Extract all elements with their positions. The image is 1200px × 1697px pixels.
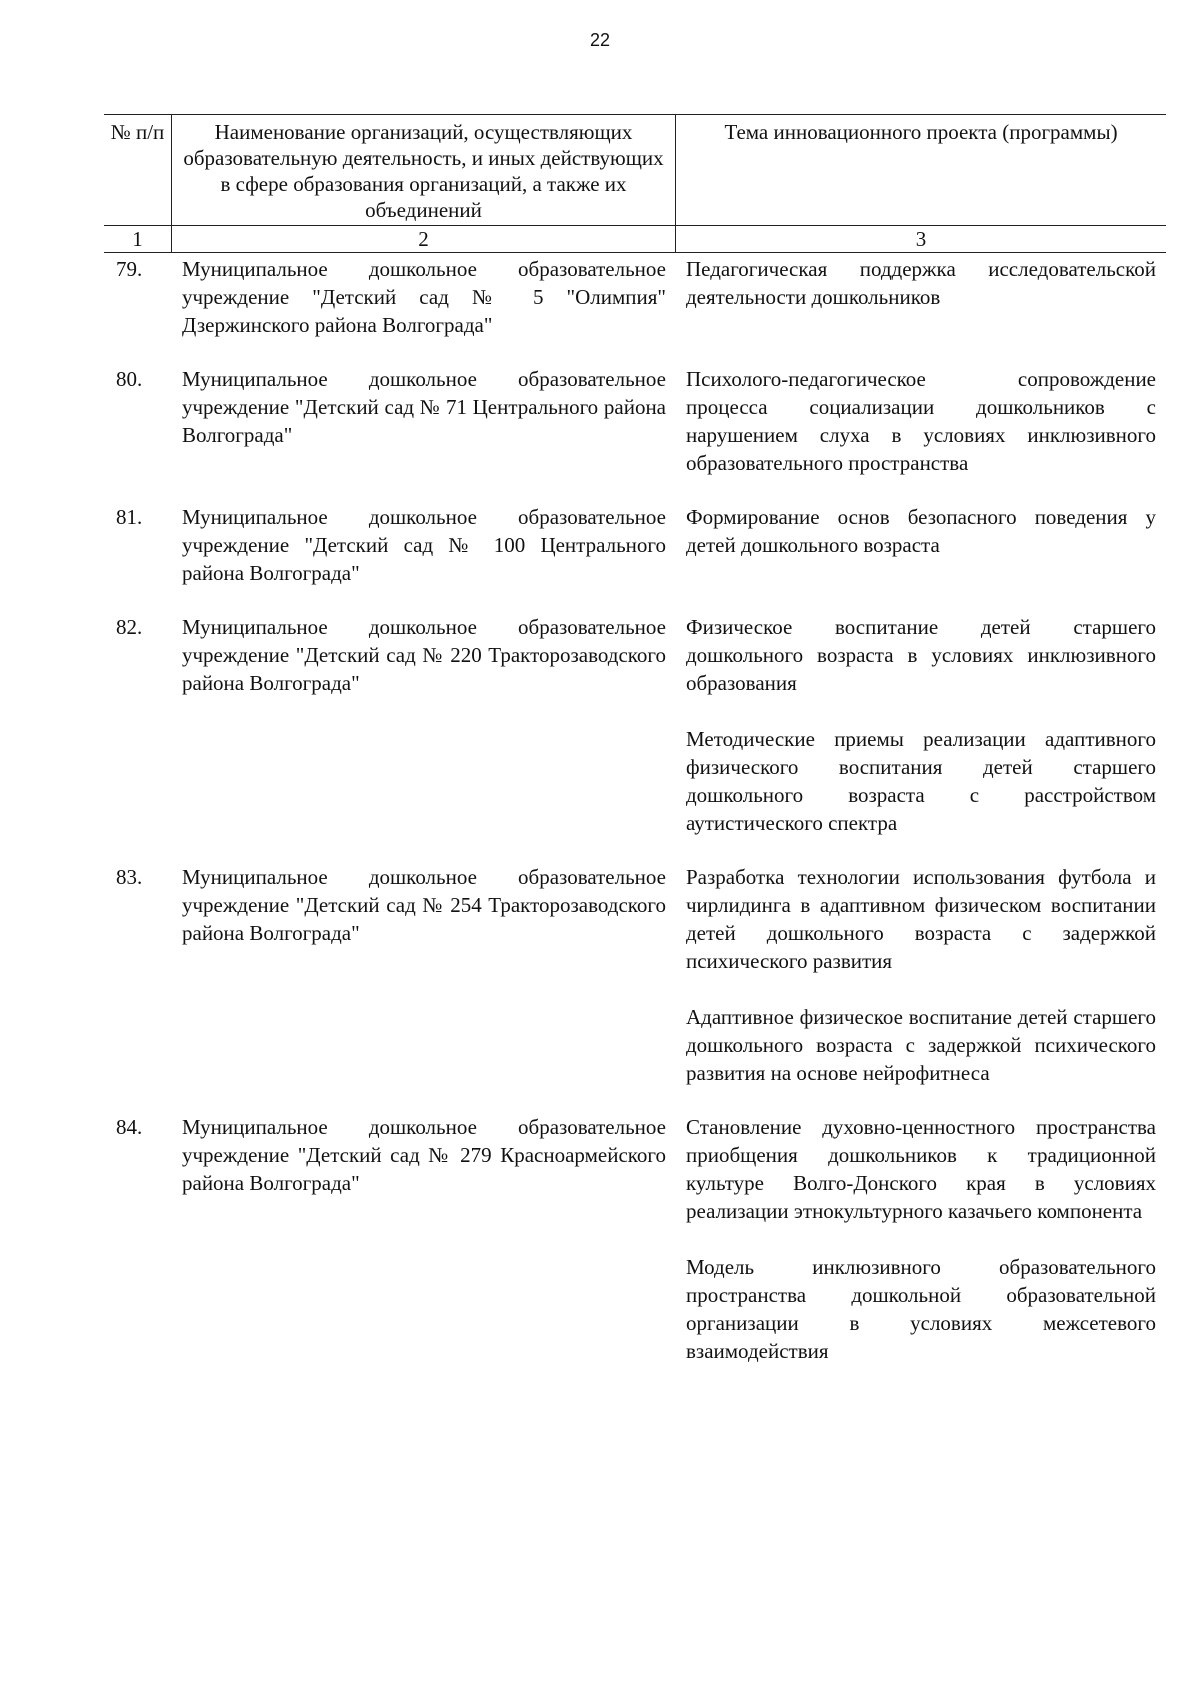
project-topic: Педагогическая поддержка исследовательской деятельности дошкольников [686, 257, 1156, 309]
table-body [104, 253, 1166, 1365]
header-organization-column: Наименование организаций, осуществляющих образовательную деятельность, и иных действующих в сфере образования организаций, а также их объединений [172, 115, 676, 225]
project-topics [676, 613, 1166, 837]
column-number-2: 2 [172, 226, 676, 252]
row-number: 81. [116, 505, 143, 529]
project-topics [676, 365, 1166, 477]
organization-name: Муниципальное дошкольное образовательное учреждение "Детский сад № 220 Тракторозаводского района Волгограда" [182, 615, 666, 695]
column-number-1: 1 [104, 226, 172, 252]
row-number: 83. [116, 865, 143, 889]
organization-name: Муниципальное дошкольное образовательное учреждение "Детский сад № 279 Красноармейского района Волгограда" [182, 1115, 666, 1195]
project-topic: Адаптивное физическое воспитание детей старшего дошкольного возраста с задержкой психического развития на основе нейрофитнеса [686, 1005, 1156, 1085]
project-topic: Методические приемы реализации адаптивного физического воспитания детей старшего дошкольного возраста с расстройством аутистического спектра [686, 727, 1156, 835]
project-topic: Становление духовно-ценностного пространства приобщения дошкольников к традиционной культуре Волго-Донского края в условиях реализации этнокультурного казачьего компонента [686, 1115, 1156, 1223]
project-topics [676, 863, 1166, 1087]
column-number-3: 3 [915, 227, 927, 251]
page-number: 22 [589, 30, 611, 50]
organization-name: Муниципальное дошкольное образовательное учреждение "Детский сад № 254 Тракторозаводского района Волгограда" [182, 865, 666, 945]
table-header [104, 114, 1166, 225]
column-numbers-row [104, 225, 1166, 253]
project-topics [676, 503, 1166, 587]
header-topic-column: Тема инновационного проекта (программы) [724, 120, 1118, 144]
row-number: 82. [116, 615, 143, 639]
row-number: 80. [116, 367, 143, 391]
innovation-projects-table [104, 114, 1166, 1391]
row-number: 79. [116, 257, 143, 281]
project-topics [676, 255, 1166, 339]
table-row [104, 863, 1166, 1087]
table-row [104, 613, 1166, 837]
organization-name: Муниципальное дошкольное образовательное учреждение "Детский сад № 100 Центрального района Волгограда" [182, 505, 666, 585]
organization-name: Муниципальное дошкольное образовательное учреждение "Детский сад № 71 Центрального района Волгограда" [182, 367, 666, 447]
table-row [104, 1113, 1166, 1365]
table-row [104, 503, 1166, 587]
project-topic: Физическое воспитание детей старшего дошкольного возраста в условиях инклюзивного образования [686, 615, 1156, 695]
project-topics [676, 1113, 1166, 1365]
table-row [104, 255, 1166, 339]
table-row [104, 365, 1166, 477]
row-number: 84. [116, 1115, 143, 1139]
project-topic: Модель инклюзивного образовательного пространства дошкольной образовательной организации в условиях межсетевого взаимодействия [686, 1255, 1156, 1363]
organization-name: Муниципальное дошкольное образовательное учреждение "Детский сад № 5 "Олимпия" Дзержинского района Волгограда" [182, 257, 666, 337]
project-topic: Психолого-педагогическое сопровождение процесса социализации дошкольников с нарушением слуха в условиях инклюзивного образовательного пространства [686, 367, 1156, 475]
project-topic: Разработка технологии использования футбола и чирлидинга в адаптивном физическом воспитании детей дошкольного возраста с задержкой психического развития [686, 865, 1156, 973]
project-topic: Формирование основ безопасного поведения у детей дошкольного возраста [686, 505, 1156, 557]
header-number-column: № п/п [104, 115, 172, 225]
